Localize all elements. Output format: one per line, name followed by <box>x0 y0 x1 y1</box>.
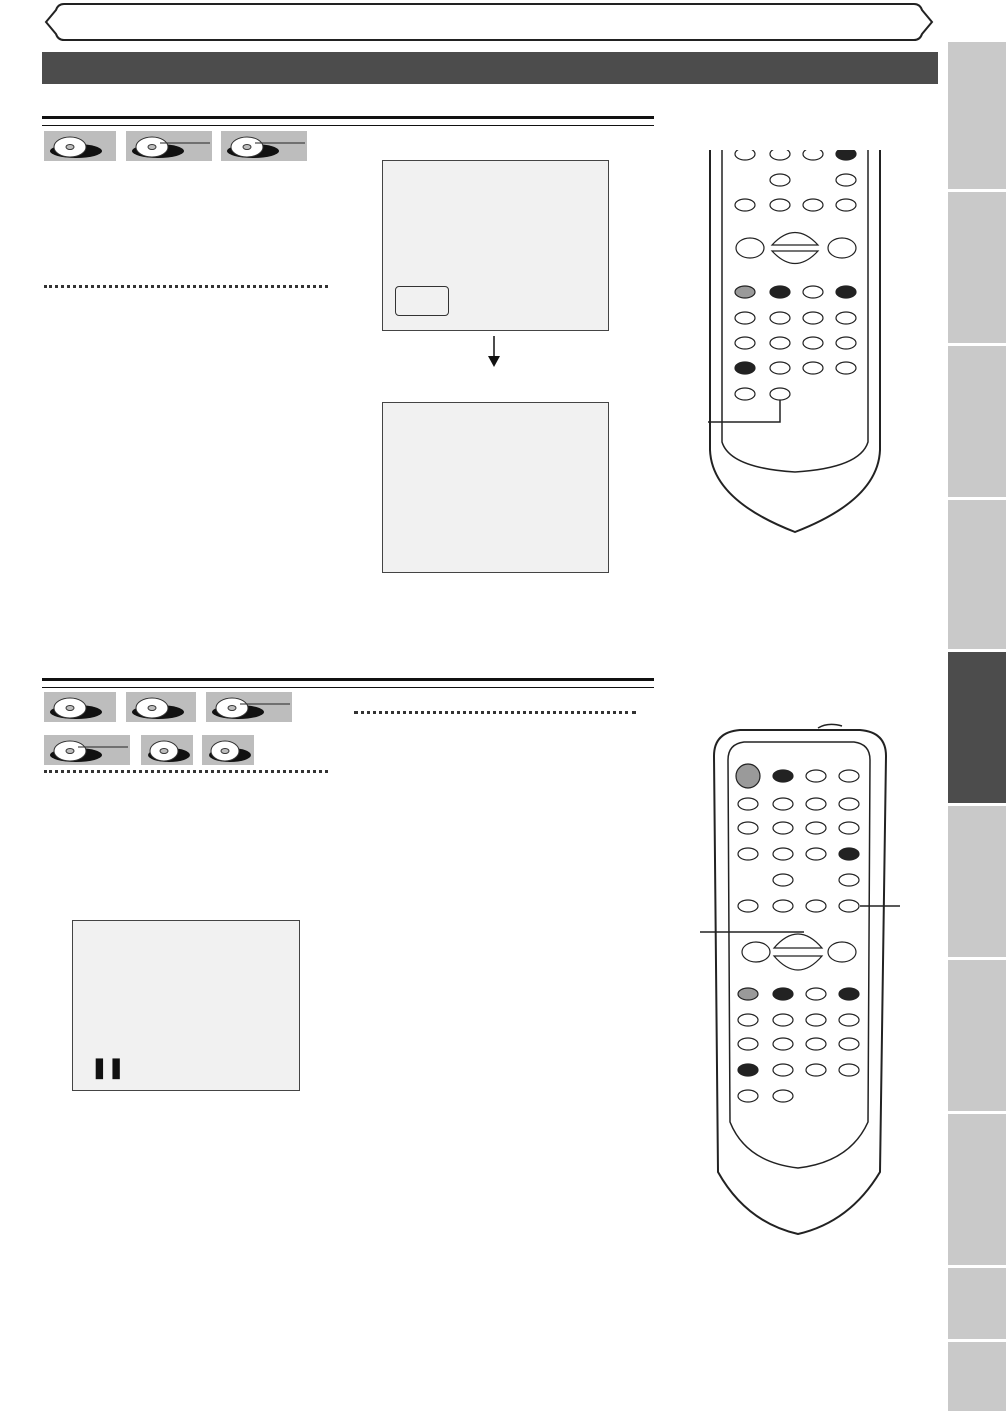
sidebar-tabs <box>948 42 1006 1414</box>
disc-icon <box>145 737 191 763</box>
disc-icon <box>48 694 106 720</box>
sidebar-tab-3[interactable] <box>948 346 1006 500</box>
sidebar-tab-1[interactable] <box>948 42 1006 192</box>
disc-icon <box>130 694 188 720</box>
disc-badge-1 <box>44 131 116 161</box>
section2-dotted-divider-right <box>354 711 636 714</box>
sidebar-tab-10[interactable] <box>948 1342 1006 1414</box>
screen-paused <box>72 920 300 1091</box>
arrow-down-icon <box>486 336 502 373</box>
sidebar-tab-5-active[interactable] <box>948 652 1006 806</box>
disc-icon <box>48 133 106 159</box>
disc-icon <box>206 737 252 763</box>
disc-badge-7 <box>44 735 130 765</box>
section1-dotted-divider <box>44 285 328 288</box>
section2-dotted-divider-left <box>44 770 328 773</box>
section-header-bar <box>42 52 938 84</box>
sidebar-tab-6[interactable] <box>948 806 1006 960</box>
disc-badge-3 <box>221 131 307 161</box>
title-banner <box>44 0 934 44</box>
screen-before <box>382 160 609 331</box>
disc-icon <box>210 694 290 720</box>
disc-badge-9 <box>202 735 254 765</box>
disc-badge-8 <box>141 735 193 765</box>
section1-rule <box>42 116 654 126</box>
remote-control-top <box>700 150 890 540</box>
sidebar-tab-2[interactable] <box>948 192 1006 346</box>
disc-badge-2 <box>126 131 212 161</box>
section2-rule <box>42 678 654 688</box>
disc-badge-6 <box>206 692 292 722</box>
sidebar-tab-9[interactable] <box>948 1268 1006 1342</box>
disc-icon <box>225 133 305 159</box>
disc-badge-5 <box>126 692 196 722</box>
sidebar-tab-7[interactable] <box>948 960 1006 1114</box>
sidebar-tab-8[interactable] <box>948 1114 1006 1268</box>
sidebar-tab-4[interactable] <box>948 500 1006 652</box>
disc-icon <box>48 737 128 763</box>
screen-after <box>382 402 609 573</box>
disc-icon <box>130 133 210 159</box>
pause-icon: ❚❚ <box>91 1057 125 1079</box>
remote-control-full <box>700 722 900 1242</box>
disc-badge-4 <box>44 692 116 722</box>
screen-before-indicator <box>395 286 449 316</box>
